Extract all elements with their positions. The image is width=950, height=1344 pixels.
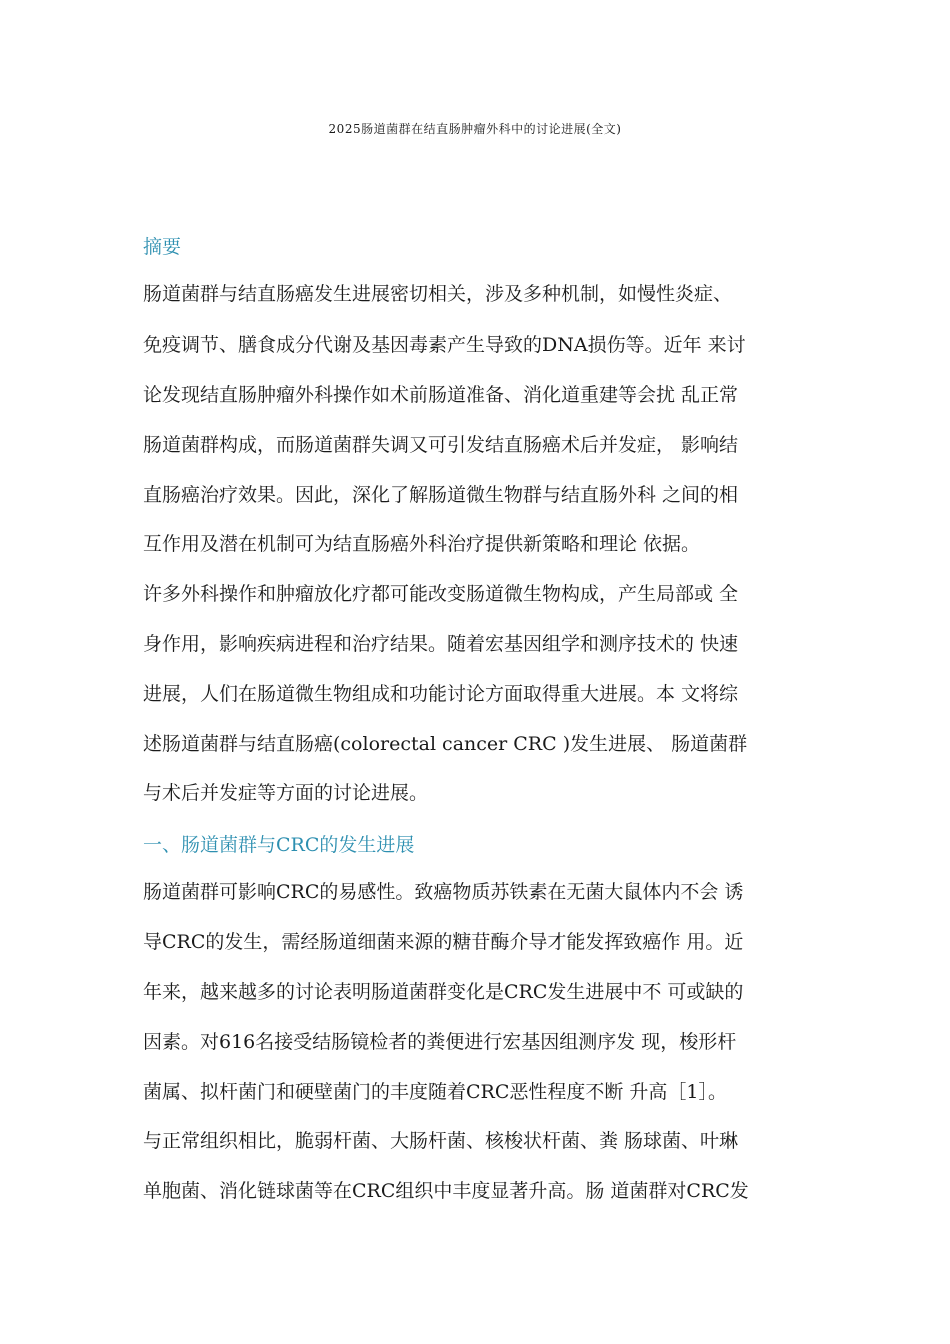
text-line: 肠道菌群构成，而肠道菌群失调又可引发结直肠癌术后并发症， 影响结 bbox=[143, 434, 739, 456]
text-line: 肠道菌群可影响CRC的易感性。致癌物质苏铁素在无菌大鼠体内不会 诱 bbox=[143, 881, 744, 903]
text-line: 免疫调节、膳食成分代谢及基因毒素产生导致的DNA损伤等。近年 来讨 bbox=[143, 334, 746, 356]
section-1-heading: 一、肠道菌群与CRC的发生进展 bbox=[143, 834, 415, 856]
text-line: 身作用，影响疾病进程和治疗结果。随着宏基因组学和测序技术的 快速 bbox=[143, 633, 739, 655]
text-line: 肠道菌群与结直肠癌发生进展密切相关，涉及多种机制，如慢性炎症、 bbox=[143, 283, 733, 305]
text-line: 直肠癌治疗效果。因此，深化了解肠道微生物群与结直肠外科 之间的相 bbox=[143, 484, 739, 506]
text-line: 进展，人们在肠道微生物组成和功能讨论方面取得重大进展。本 文将综 bbox=[143, 683, 739, 705]
text-line: 论发现结直肠肿瘤外科操作如术前肠道准备、消化道重建等会扰 乱正常 bbox=[143, 384, 739, 406]
text-line: 许多外科操作和肿瘤放化疗都可能改变肠道微生物构成，产生局部或 全 bbox=[143, 583, 739, 605]
text-line: 因素。对616名接受结肠镜检者的粪便进行宏基因组测序发 现，梭形杆 bbox=[143, 1031, 737, 1053]
text-line: 互作用及潜在机制可为结直肠癌外科治疗提供新策略和理论 依据。 bbox=[143, 533, 701, 555]
text-line: 与术后并发症等方面的讨论进展。 bbox=[143, 782, 429, 804]
text-line: 与正常组织相比，脆弱杆菌、大肠杆菌、核梭状杆菌、粪 肠球菌、叶琳 bbox=[143, 1130, 739, 1152]
text-line: 导CRC的发生，需经肠道细菌来源的糖苷酶介导才能发挥致癌作 用。近 bbox=[143, 931, 744, 953]
text-line: 年来，越来越多的讨论表明肠道菌群变化是CRC发生进展中不 可或缺的 bbox=[143, 981, 744, 1003]
text-line: 述肠道菌群与结直肠癌(colorectal cancer CRC )发生进展、 肠道菌群 bbox=[143, 733, 748, 755]
text-line: 菌属、拟杆菌门和硬壁菌门的丰度随着CRC恶性程度不断 升高［1］。 bbox=[143, 1081, 728, 1103]
abstract-heading: 摘要 bbox=[143, 236, 182, 258]
text-line: 单胞菌、消化链球菌等在CRC组织中丰度显著升高。肠 道菌群对CRC发 bbox=[143, 1180, 749, 1202]
document-title: 2025肠道菌群在结直肠肿瘤外科中的讨论进展(全文) bbox=[328, 122, 622, 136]
